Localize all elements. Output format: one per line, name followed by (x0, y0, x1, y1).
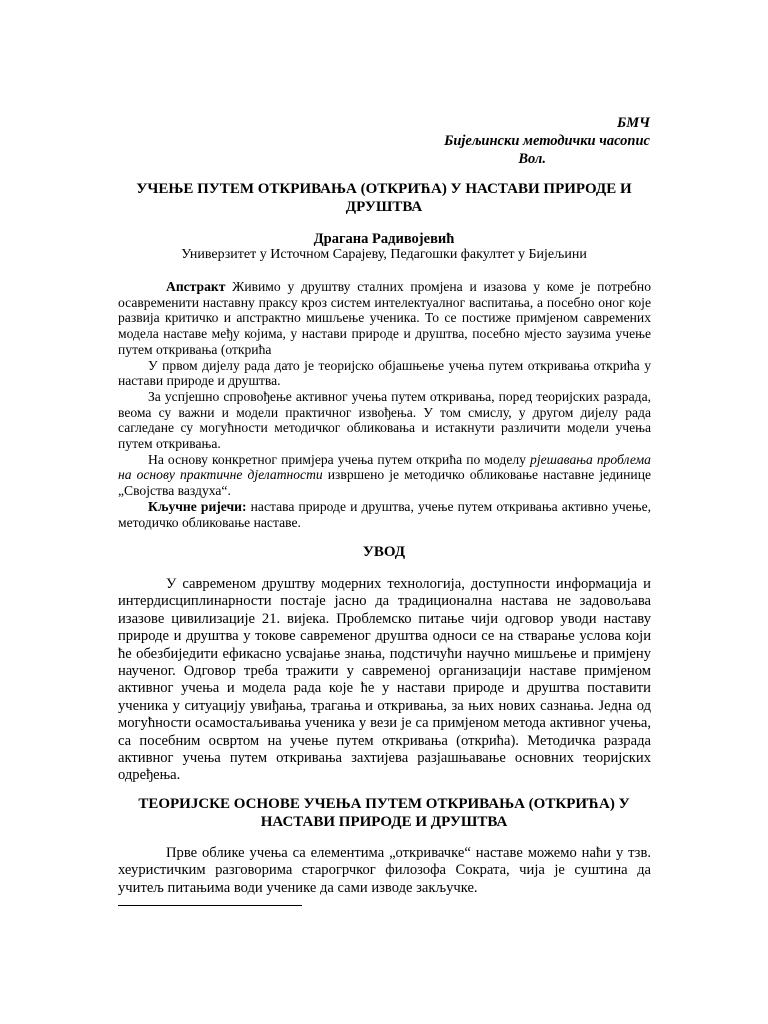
footnote-separator (118, 905, 302, 906)
theory-paragraph: Прве облике учења са елементима „откривачке“ наставе можемо наћи у тзв. хеуристичким разговорима старогрчког филозофа Сократа, чија је суштина да учитељ питањима води ученике да сами изводе закључке. (118, 845, 651, 896)
journal-abbreviation: БМЧ (617, 115, 650, 131)
abstract-text-4a: На основу конкретног примјера учења путем открића по моделу (148, 451, 531, 467)
abstract-section (118, 279, 651, 530)
journal-volume: Вол. (518, 151, 546, 167)
abstract-paragraph-3: За успјешно спровођење активног учења путем откривања, поред теоријских разрада, веома су важни и модели практичног извођења. У том смислу, у другом дијелу рада сагледане су могућности методичког обликовања и истакнути различити модели учења путем откривања. (118, 388, 651, 452)
theory-heading: ТЕОРИЈСКЕ ОСНОВЕ УЧЕЊА ПУТЕМ ОТКРИВАЊА (ОТКРИЋА) У НАСТАВИ ПРИРОДЕ И ДРУШТВА (138, 796, 630, 830)
author-name: Драгана Радивојевић (313, 231, 455, 247)
keywords-label: Кључне ријечи: (148, 498, 247, 514)
abstract-label: Апстракт (166, 279, 226, 294)
intro-heading: УВОД (362, 544, 406, 560)
journal-name: Бијељински методички часопис (444, 133, 650, 149)
abstract-text-4b: извршено је методичко обликовање наставне јединице „Својства ваздуха“. (118, 467, 652, 499)
intro-paragraph: У савременом друштву модерних технологија, доступности информација и интердисциплинарности постаје јасно да традиционална настава не задовољава изазове цивилизације 21. вијека. Проблемско питање чији одговор уводи наставу природе и друштва у токове савременог друштва односи се на стварање услова који ће обезбиједити ефикасно усвајање знања, подстичући научно мишљење и примјену наученог. Одговор треба тражити у савременој организацији наставе примјеном активног учења и модела рада које ће у настави природе и друштва поставити ученика у ситуацију увиђања, трагања и откривања, за њих нових сазнања. Једна од могућности осамостаљивања ученика у вези је са примјеном метода активног учења, са посебним освртом на учење путем откривања (открића). Методичка разрада активног учења путем откривања захтијева разјашњавање основних теоријских одређења. (118, 576, 651, 784)
abstract-text-4-italic: рјешавања проблема на основу практичне дјелатности (118, 451, 651, 483)
theory-section (118, 845, 651, 897)
abstract-paragraph-4 (118, 452, 651, 499)
keywords-paragraph (118, 499, 651, 530)
abstract-paragraph-2: У првом дијелу рада дато је теоријско објашњење учења путем откривања открића у настави природе и друштва. (118, 357, 651, 389)
abstract-text-1: Живимо у друштву сталних промјена и изазова у коме је потребно осавременити наставну праксу кроз систем интелектуалног васпитања, а посебно оног које развија критичко и апстрактно мишљење ученика. То се постиже примјеном савремених модела наставе међу којима, у настави природе и друштва, посебно мјесто заузима учење путем откривања (открића (118, 279, 651, 357)
keywords-text: настава природе и друштва, учење путем откривања активно учење, методичко обликовање наставе. (118, 498, 651, 530)
intro-section (118, 576, 651, 785)
abstract-paragraph-1 (118, 279, 651, 358)
author-affiliation: Универзитет у Источном Сарајеву, Педагошки факултет у Бијељини (181, 247, 587, 262)
paper-title: УЧЕЊЕ ПУТЕМ ОТКРИВАЊА (ОТКРИЋА) У НАСТАВИ ПРИРОДЕ И ДРУШТВА (136, 181, 632, 215)
